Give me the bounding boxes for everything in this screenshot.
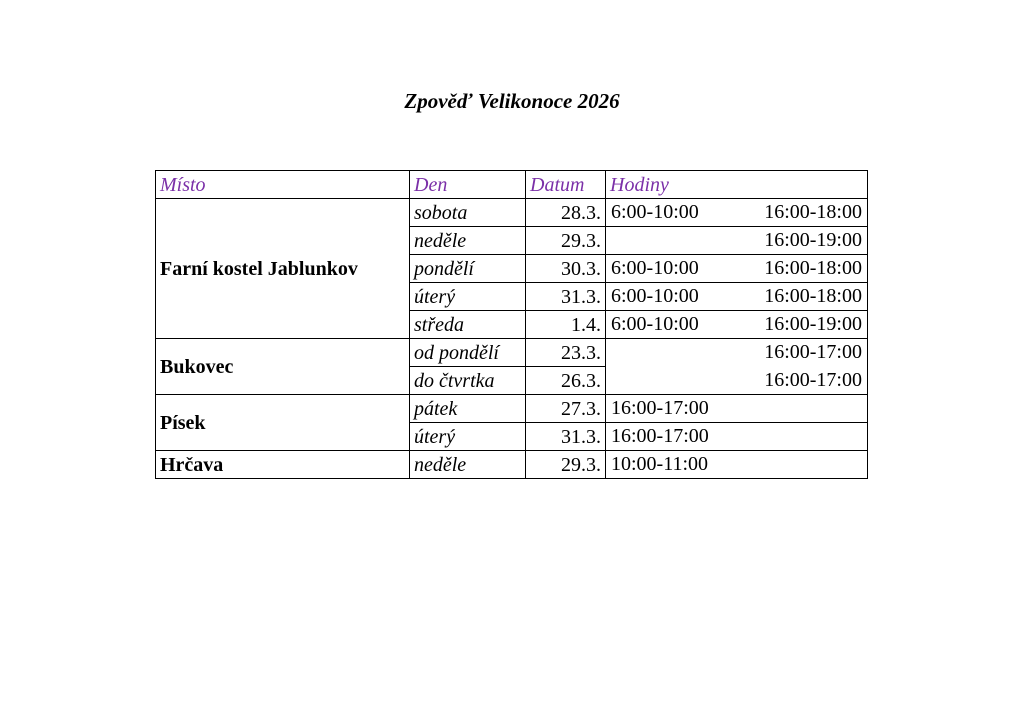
hours-morning: 6:00-10:00 <box>611 201 699 223</box>
place-cell: Hrčava <box>156 451 410 479</box>
hours-cell <box>606 395 868 423</box>
date-cell: 26.3. <box>526 367 606 395</box>
table-row <box>156 339 868 367</box>
date-cell: 28.3. <box>526 199 606 227</box>
header-place: Místo <box>156 171 410 199</box>
place-cell: Bukovec <box>156 339 410 395</box>
place-cell: Písek <box>156 395 410 451</box>
day-cell: do čtvrtka <box>410 367 526 395</box>
header-hours: Hodiny <box>606 171 868 199</box>
hours-cell <box>606 283 868 311</box>
hours-cell <box>606 227 868 255</box>
hours-cell <box>606 451 868 479</box>
day-cell: sobota <box>410 199 526 227</box>
hours-cell <box>606 339 868 367</box>
hours-cell <box>606 367 868 395</box>
table-row <box>156 199 868 227</box>
table-row <box>156 451 868 479</box>
table-header-row <box>156 171 868 199</box>
day-cell: od pondělí <box>410 339 526 367</box>
date-cell: 1.4. <box>526 311 606 339</box>
day-cell: úterý <box>410 423 526 451</box>
hours-morning: 6:00-10:00 <box>611 313 699 335</box>
hours-afternoon: 16:00-19:00 <box>764 313 862 335</box>
hours-morning: 6:00-10:00 <box>611 285 699 307</box>
hours-cell <box>606 199 868 227</box>
hours-afternoon: 16:00-18:00 <box>764 257 862 279</box>
hours-afternoon: 16:00-17:00 <box>764 341 862 363</box>
hours-morning: 10:00-11:00 <box>611 453 709 475</box>
confession-schedule-table <box>155 170 868 479</box>
date-cell: 31.3. <box>526 423 606 451</box>
hours-afternoon: 16:00-19:00 <box>764 229 862 251</box>
header-date: Datum <box>526 171 606 199</box>
hours-cell <box>606 311 868 339</box>
day-cell: neděle <box>410 451 526 479</box>
date-cell: 31.3. <box>526 283 606 311</box>
day-cell: pátek <box>410 395 526 423</box>
hours-afternoon: 16:00-17:00 <box>764 368 862 391</box>
hours-morning: 16:00-17:00 <box>611 425 709 447</box>
day-cell: středa <box>410 311 526 339</box>
hours-cell <box>606 255 868 283</box>
header-day: Den <box>410 171 526 199</box>
hours-morning: 6:00-10:00 <box>611 257 699 279</box>
date-cell: 27.3. <box>526 395 606 423</box>
hours-morning: 16:00-17:00 <box>611 397 709 419</box>
day-cell: úterý <box>410 283 526 311</box>
day-cell: pondělí <box>410 255 526 283</box>
date-cell: 23.3. <box>526 339 606 367</box>
place-cell: Farní kostel Jablunkov <box>156 199 410 339</box>
hours-cell <box>606 423 868 451</box>
date-cell: 29.3. <box>526 227 606 255</box>
day-cell: neděle <box>410 227 526 255</box>
date-cell: 30.3. <box>526 255 606 283</box>
table-row <box>156 395 868 423</box>
page-title: Zpověď Velikonoce 2026 <box>404 89 620 113</box>
date-cell: 29.3. <box>526 451 606 479</box>
hours-afternoon: 16:00-18:00 <box>764 201 862 223</box>
hours-afternoon: 16:00-18:00 <box>764 285 862 307</box>
